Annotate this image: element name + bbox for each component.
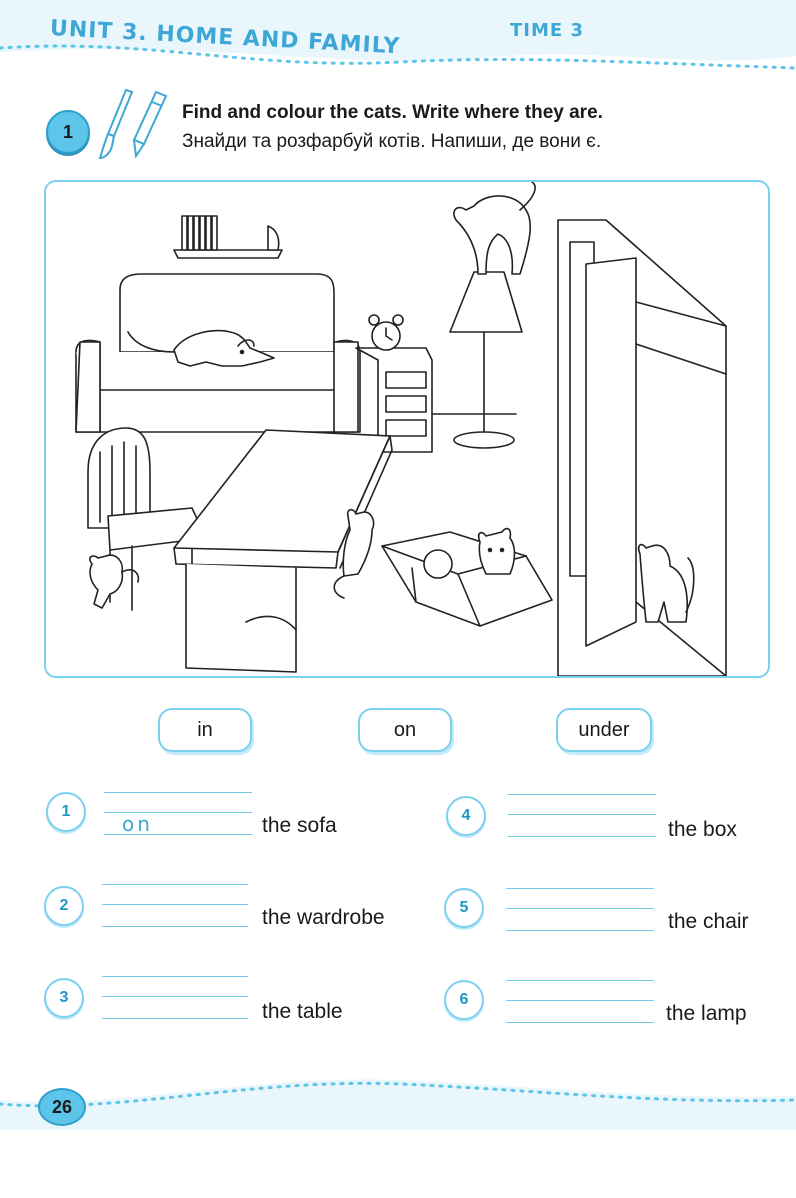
answer-line-3b[interactable] [102,996,248,997]
item-number-1: 1 [46,792,86,832]
item-number-2: 2 [44,886,84,926]
cat-in-box [479,529,515,574]
time-label: TIME 3 [510,20,584,41]
word-pill-under[interactable]: under [556,708,652,752]
phrase-4: the box [668,818,737,841]
answer-line-6c[interactable] [506,1022,654,1023]
page-number: 26 [38,1088,86,1126]
drawing-tools [96,86,174,162]
picture-frame [44,180,770,678]
phrase-6: the lamp [666,1002,747,1025]
phrase-3: the table [262,1000,343,1023]
answer-line-2a[interactable] [102,884,248,885]
answer-line-2b[interactable] [102,904,248,905]
answer-line-3c[interactable] [102,1018,248,1019]
example-answer: on [122,812,153,836]
wall-shelf [174,216,282,258]
room-illustration [46,182,768,676]
answer-line-2c[interactable] [102,926,248,927]
answer-line-3a[interactable] [102,976,248,977]
phrase-2: the wardrobe [262,906,385,929]
instruction-english: Find and colour the cats. Write where they are. [182,102,603,123]
answer-line-5b[interactable] [506,908,654,909]
phrase-1: the sofa [262,814,337,837]
answer-line-5c[interactable] [506,930,654,931]
cat-under-chair [90,555,139,608]
answer-line-6a[interactable] [506,980,654,981]
item-number-5: 5 [444,888,484,928]
item-number-4: 4 [446,796,486,836]
answer-line-4b[interactable] [508,814,656,815]
instruction-ukrainian: Знайди та розфарбуй котів. Напиши, де вони є. [182,131,602,152]
phrase-5: the chair [668,910,749,933]
cat-on-lamp [454,182,535,274]
item-number-6: 6 [444,980,484,1020]
footer-band [0,1060,796,1130]
unit-title: UNIT 3. HOME AND FAMILY [49,16,401,60]
floor-lamp [450,272,522,448]
answer-line-6b[interactable] [506,1000,654,1001]
wardrobe [558,220,726,676]
pen-icon [134,92,166,156]
paintbrush-icon [100,90,132,158]
alarm-clock [369,315,403,350]
answer-line-4a[interactable] [508,794,656,795]
answer-line-4c[interactable] [508,836,656,837]
item-number-3: 3 [44,978,84,1018]
box [382,532,552,626]
word-pill-in[interactable]: in [158,708,252,752]
word-pill-on[interactable]: on [358,708,452,752]
answer-line-5a[interactable] [506,888,654,889]
answer-line-1a[interactable] [104,792,252,793]
task-number-badge: 1 [46,110,90,154]
